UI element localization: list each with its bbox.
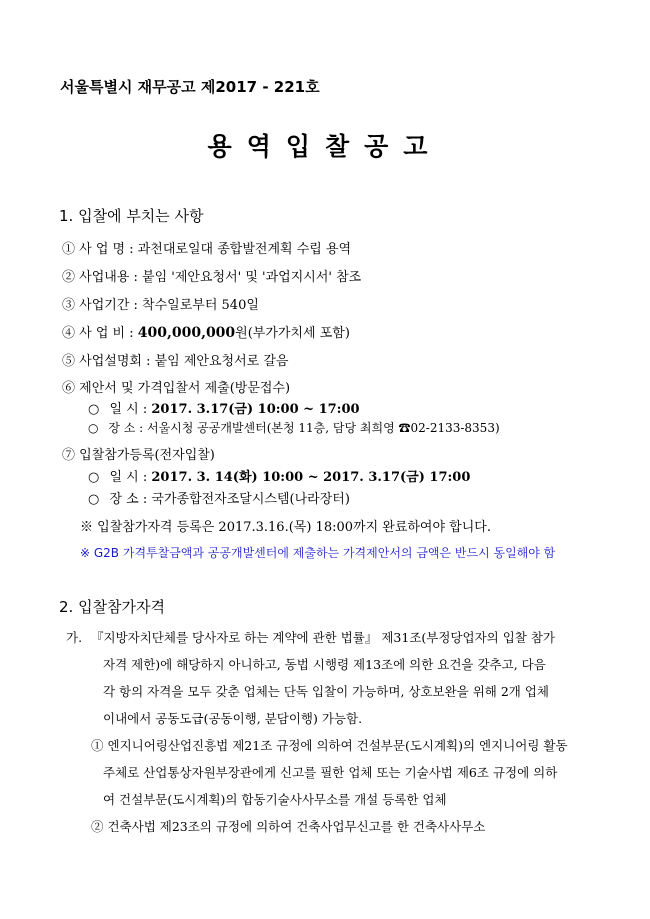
sub-value: 2017. 3.17(금) 10:00 ~ 17:00 [151, 402, 360, 417]
sub-label: 일 시 : [109, 402, 148, 417]
para-line: 각 항의 자격을 모두 갖춘 업체는 단독 입찰이 가능하며, 상호보완을 위해 2개 업체 [103, 684, 550, 699]
para-line: 이내에서 공동도급(공동이행, 분담이행) 가능함. [103, 711, 363, 726]
item-marker: ③ [62, 298, 76, 313]
sub-marker: ○ [88, 470, 100, 485]
sub-label: 일 시 : [109, 470, 148, 485]
item-label: 제안서 및 가격입찰서 제출(방문접수) [79, 381, 291, 396]
item-3 [62, 294, 259, 313]
para-line: 『지방자치단체를 당사자로 하는 계약에 관한 법률』 제31조(부정당업자의 입찰 참가 [91, 630, 555, 645]
sub-value: 서울시청 공공개발센터(본청 11층, 담당 최희영 ☎02-2133-8353) [147, 421, 500, 435]
item-marker: ④ [62, 326, 76, 341]
sub-item-line: 엔지니어링산업진흥법 제21조 규정에 의하여 건설부문(도시계획)의 엔지니어링 활동 [107, 738, 568, 753]
sub-item-1 [91, 736, 568, 754]
item-6-datetime [88, 398, 360, 417]
sub-item-line: 건축사법 제23조의 규정에 의하여 건축사업무신고를 한 건축사사무소 [107, 819, 486, 834]
item-value: 붙임 '제안요청서' 및 '과업지시서' 참조 [142, 270, 362, 285]
sub-item-line: 여 건설부문(도시계획)의 합동기술사사무소를 개설 등록한 업체 [103, 792, 447, 807]
item-marker: ⑦ [62, 448, 76, 463]
item-label: 사업내용 : [79, 270, 138, 285]
item-1 [62, 238, 351, 257]
budget-amount: 400,000,000 [137, 325, 236, 341]
item-5 [62, 350, 288, 369]
para-line: 자격 제한)에 해당하지 아니하고, 동법 시행령 제13조에 의한 요건을 갖추고, 다음 [103, 657, 546, 672]
item-value: 과천대로일대 종합발전계획 수립 용역 [137, 242, 352, 257]
item-label: 사업기간 : [79, 298, 138, 313]
item-label: 사 업 비 : [79, 326, 134, 341]
item-value: 원(부가가치세 포함) [235, 326, 350, 341]
item-6-place [88, 419, 500, 436]
notice-number: 서울특별시 재무공고 제2017 - 221호 [60, 78, 320, 96]
item-value: 착수일로부터 540일 [142, 298, 259, 313]
sub-value: 국가종합전자조달시스템(나라장터) [151, 492, 350, 507]
sub-label: 장 소 : [109, 492, 148, 507]
item-label: 사 업 명 : [79, 242, 134, 257]
item-label: 입찰참가등록(전자입찰) [79, 448, 215, 463]
sub-item-marker: ② [91, 819, 104, 834]
section-1-heading: 1. 입찰에 부치는 사항 [59, 207, 204, 225]
section-2-heading: 2. 입찰참가자격 [59, 598, 166, 616]
sub-marker: ○ [88, 421, 99, 435]
sub-marker: ○ [88, 492, 100, 507]
price-consistency-note: ※ G2B 가격투찰금액과 공공개발센터에 제출하는 가격제안서의 금액은 반드시 동일해야 함 [80, 546, 556, 560]
sub-item-2 [91, 817, 485, 835]
sub-marker: ○ [88, 402, 100, 417]
sub-value: 2017. 3. 14(화) 10:00 ~ 2017. 3.17(금) 17:00 [151, 470, 471, 485]
item-marker: ⑤ [62, 354, 76, 369]
item-marker: ⑥ [62, 381, 76, 396]
item-7-place [88, 488, 350, 507]
sub-item-line: 주체로 산업통상자원부장관에게 신고를 필한 업체 또는 기술사법 제6조 규정에 의하 [103, 765, 558, 780]
item-7 [62, 444, 215, 463]
item-marker: ① [62, 242, 76, 257]
item-6 [62, 377, 290, 396]
item-value: 붙임 제안요청서로 갈음 [154, 354, 289, 369]
item-marker: ② [62, 270, 76, 285]
sub-label: 장 소 : [108, 421, 144, 435]
item-2 [62, 266, 361, 285]
item-4 [62, 322, 350, 341]
item-label: 사업설명회 : [79, 354, 151, 369]
para-marker: 가. [66, 630, 83, 645]
item-7-datetime [88, 466, 470, 485]
registration-deadline-note: ※ 입찰참가자격 등록은 2017.3.16.(목) 18:00까지 완료하여야 합니다. [80, 520, 491, 535]
sub-item-marker: ① [91, 738, 104, 753]
document-title: 용역입찰공고 [207, 132, 443, 161]
